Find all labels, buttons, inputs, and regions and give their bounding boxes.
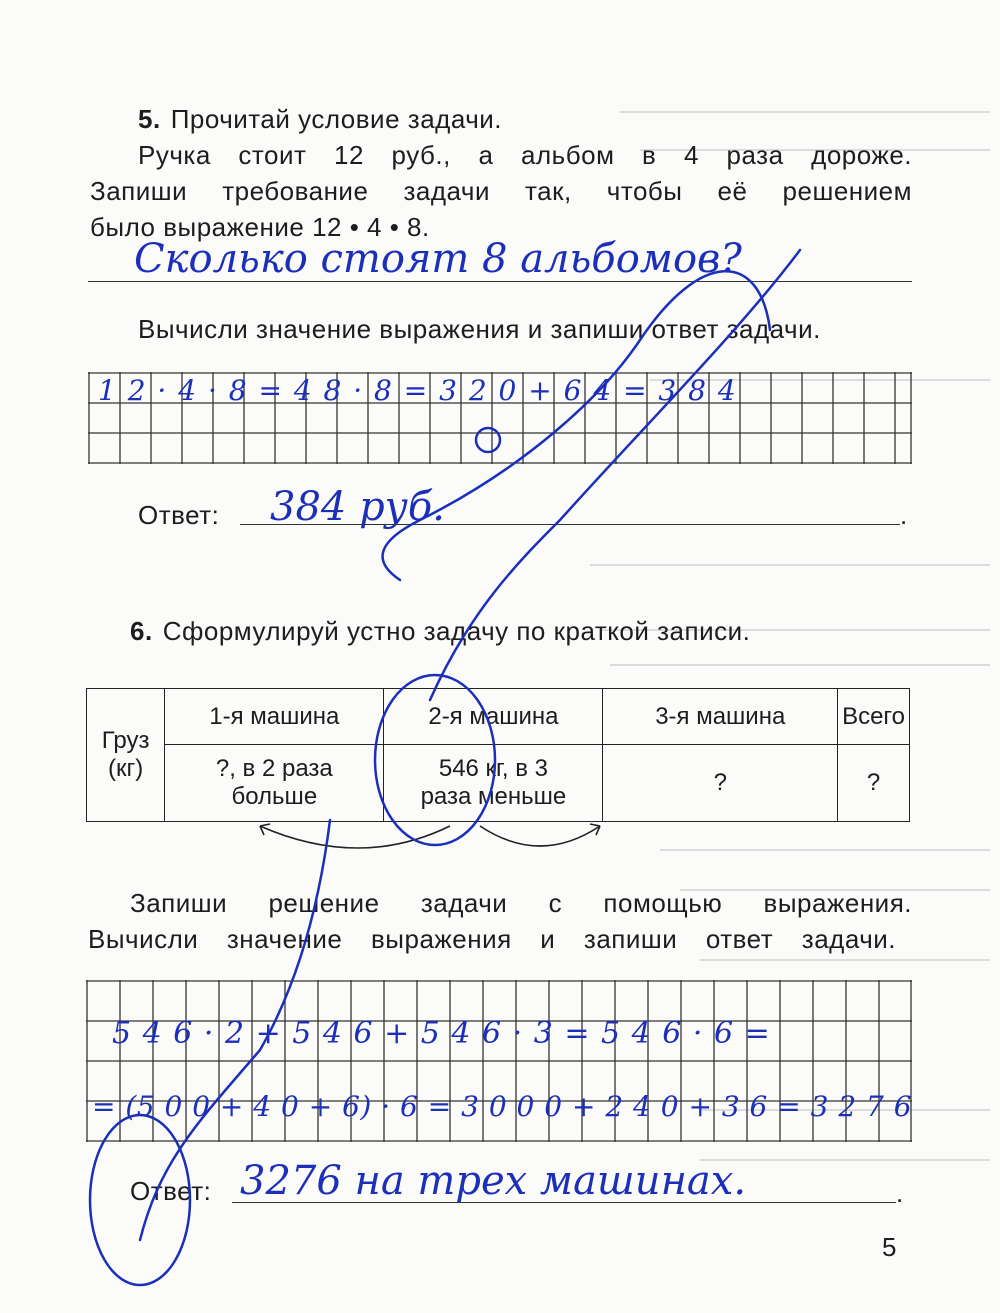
cell-truck2-line2: раза меньше [420,783,567,810]
cell-truck1 [165,745,384,822]
task6-instruction-line2: Вычисли значение выражения и запиши ответ задачи. [88,924,896,954]
task6-answer-handwritten: 3276 на трех машинах. [240,1158,747,1204]
task5-answer-line [240,524,900,525]
header-truck1: 1-я машина [165,689,384,745]
task6-number: 6. [130,616,153,646]
task5-compute-instruction: Вычисли значение выражения и запиши ответ задачи. [138,314,821,344]
task5-number: 5. [138,104,161,134]
task5-requirement-line [88,281,912,282]
task6-instruction-line1: Запиши решение задачи с помощью выражения. [130,888,912,918]
cell-total: ? [838,745,910,822]
task5-grid-handwritten: 1 2 · 4 · 8 = 4 8 · 8 = 3 2 0 + 6 4 = 3 8 4 [98,374,738,407]
task5-condition-line3: было выражение 12 • 4 • 8. [90,212,430,242]
task5-condition-line1: Ручка стоит 12 руб., а альбом в 4 раза дороже. [138,140,912,170]
row-label-line1: Груз [101,727,150,754]
task6-brief-table [86,688,910,822]
row-label-line2: (кг) [108,755,144,782]
cell-truck2 [384,745,603,822]
cell-truck2-line1: 546 кг, в 3 [438,755,548,782]
task6-grid-row1-handwritten: 5 4 6 · 2 + 5 4 6 + 5 4 6 · 3 = 5 4 6 · 6 = [112,1016,771,1051]
task5-answer-period: . [900,500,908,530]
task6-heading [130,616,750,647]
task5-heading-text: Прочитай условие задачи. [170,104,502,134]
task5-heading [138,104,502,135]
table-row-label [87,689,165,822]
cell-truck3: ? [603,745,838,822]
task6-answer-period: . [896,1178,904,1208]
task5-requirement-handwritten: Сколько стоят 8 альбомов? [134,236,742,282]
page-number: 5 [882,1232,897,1262]
task6-grid-row2-handwritten: = (5 0 0 + 4 0 + 6) · 6 = 3 0 0 0 + 2 4 0 + 3 6 = 3 2 7 6 [92,1090,913,1123]
cell-truck1-line2: больше [231,783,318,810]
task5-answer-handwritten: 384 руб. [270,484,445,530]
comparison-arrows [240,814,620,870]
task6-heading-text: Сформулируй устно задачу по краткой записи. [162,616,751,646]
header-truck2: 2-я машина [384,689,603,745]
task6-answer-label: Ответ: [130,1176,212,1206]
header-total: Всего [838,689,910,745]
cell-truck1-line1: ?, в 2 раза [215,755,333,782]
task6-answer-line [232,1202,896,1203]
task5-condition-line2: Запиши требование задачи так, чтобы её решением [90,176,912,206]
header-truck3: 3-я машина [603,689,838,745]
task5-answer-label: Ответ: [138,500,220,530]
